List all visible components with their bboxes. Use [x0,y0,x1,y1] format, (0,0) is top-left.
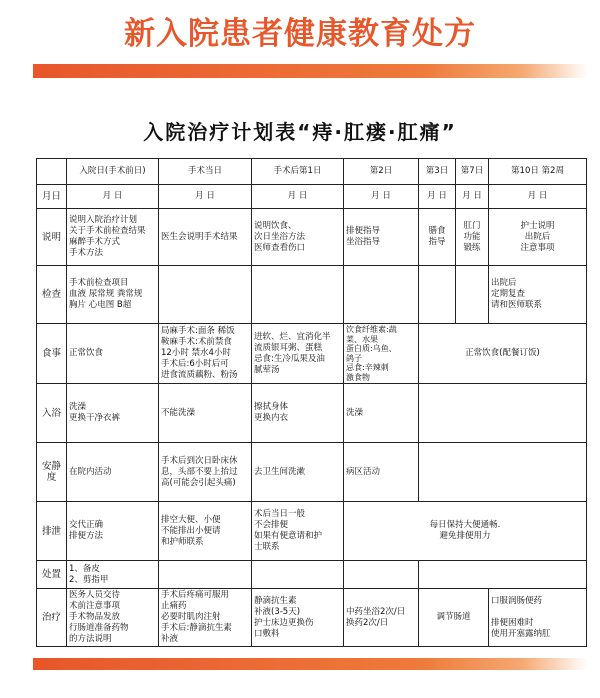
header-row [37,159,587,185]
bath-surgery: 不能洗澡 [159,384,252,443]
row-label-therapy: 治疗 [37,589,67,647]
therapy-row [37,589,587,647]
check-postop1 [252,266,344,324]
excrete-admission: 交代正确 排便方法 [67,502,159,561]
explain-day10: 护士说明 出院后 注意事项 [489,209,587,266]
diet-surgery: 局麻手术:面条 稀饭 鞍麻手术:术前禁食 12小时 禁水4小时 手术后:6小时后可 进食流质藕粉、粉汤 [159,324,252,384]
explain-admission: 说明入院治疗计划 关于手术前检查结果 麻醉手术方式 手术方法 [67,209,159,266]
rest-admission: 在院内活动 [67,443,159,502]
bath-admission: 洗澡 更换干净衣裤 [67,384,159,443]
therapy-admission: 医务人员交待 术前注意事项 手术物品发放 行肠道准备药物 的方法说明 [67,589,159,647]
row-label-date: 月日 [37,185,67,209]
header-day7: 第7日 [456,159,489,185]
bath-day2: 洗澡 [344,384,419,443]
treat-day3-onward [419,561,587,589]
check-row [37,266,587,324]
bath-postop1: 擦拭身体 更换内衣 [252,384,344,443]
date-cell: 月 日 [419,185,456,209]
header-day2: 第2日 [344,159,419,185]
explain-day3: 膳食 指导 [419,209,456,266]
rest-postop1: 去卫生间洗漱 [252,443,344,502]
bath-row [37,384,587,443]
date-cell: 月 日 [456,185,489,209]
diet-day3-onward: 正常饮食(配餐订饭) [419,324,587,384]
check-admission: 手术前检查项目 血液 尿常规 粪常规 胸片 心电图 B超 [67,266,159,324]
diet-admission: 正常饮食 [67,324,159,384]
document-title: 入院治疗计划表“痔·肛瘘·肛痛” [143,120,457,144]
treatment-plan-table [36,158,587,647]
therapy-postop1: 静滴抗生素 补液(3-5天) 护士床边更换伤 口敷料 [252,589,344,647]
date-cell: 月 日 [489,185,587,209]
header-day10-week2: 第10日 第2周 [489,159,587,185]
explain-day7: 肛门 功能 锻练 [456,209,489,266]
row-label-rest: 安静度 [37,443,67,502]
row-label-bath: 入浴 [37,384,67,443]
check-day7 [456,266,489,324]
corner-cell [37,159,67,185]
treat-row [37,561,587,589]
date-cell: 月 日 [252,185,344,209]
treat-day2 [344,561,419,589]
top-accent-bar [33,64,588,78]
diet-row [37,324,587,384]
row-label-excrete: 排泄 [37,502,67,561]
therapy-day2: 中药坐浴2次/日 换药2次/日 [344,589,419,647]
treat-admission: 1、备皮 2、剪指甲 [67,561,159,589]
explain-postop1: 说明饮食、 次日坐浴方法 医师查看伤口 [252,209,344,266]
rest-surgery: 手术后到次日卧床休 息，头部不要上抬过 高(可能会引起头痛) [159,443,252,502]
bath-day3-onward [419,384,587,443]
header-surgery-day: 手术当日 [159,159,252,185]
row-label-explain: 说明 [37,209,67,266]
date-cell: 月 日 [159,185,252,209]
check-day3 [419,266,456,324]
excrete-day2-onward: 每日保持大便通畅. 避免排便用力 [344,502,587,561]
diet-postop1: 进软、烂、宜消化半 流质银耳粥、蛋糕 忌食:生冷瓜果及油 腻荤汤 [252,324,344,384]
date-cell: 月 日 [67,185,159,209]
bottom-accent-bar [33,658,588,670]
rest-day2: 病区活动 [344,443,419,502]
row-label-diet: 食事 [37,324,67,384]
header-postop-day1: 手术后第1日 [252,159,344,185]
header-admission-day: 入院日(手术前日) [67,159,159,185]
diet-day2: 饮食纤维素:蔬 菜、水果 蛋白质:乌鱼、 鸽子 忌食:辛辣刺 激食物 [344,324,419,384]
excrete-surgery: 排空大便、小便 不能排出小便请 和护师联系 [159,502,252,561]
excrete-postop1: 术后当日一般 不会排便 如果有便意请和护 士联系 [252,502,344,561]
therapy-surgery: 手术后疼痛可服用 止痛药 必要时肌肉注射 手术后:静滴抗生素 补液 [159,589,252,647]
check-surgery [159,266,252,324]
row-label-check: 检查 [37,266,67,324]
row-label-treat: 处置 [37,561,67,589]
explain-surgery: 医生会说明手术结果 [159,209,252,266]
therapy-bowel-adjust: 调节肠道 [419,589,489,647]
rest-row [37,443,587,502]
banner-title: 新入院患者健康教育处方 [124,16,476,52]
explain-row [37,209,587,266]
rest-day3-onward [419,443,587,502]
therapy-laxative: 口服润肠便药 排便困难时 使用开塞露纳肛 [489,589,587,647]
explain-day2: 排便指导 坐浴指导 [344,209,419,266]
treat-surgery [159,561,252,589]
check-day2 [344,266,419,324]
check-day10: 出院后 定期复查 请和医师联系 [489,266,587,324]
header-day3: 第3日 [419,159,456,185]
date-row [37,185,587,209]
date-cell: 月 日 [344,185,419,209]
excrete-row [37,502,587,561]
treat-postop1 [252,561,344,589]
